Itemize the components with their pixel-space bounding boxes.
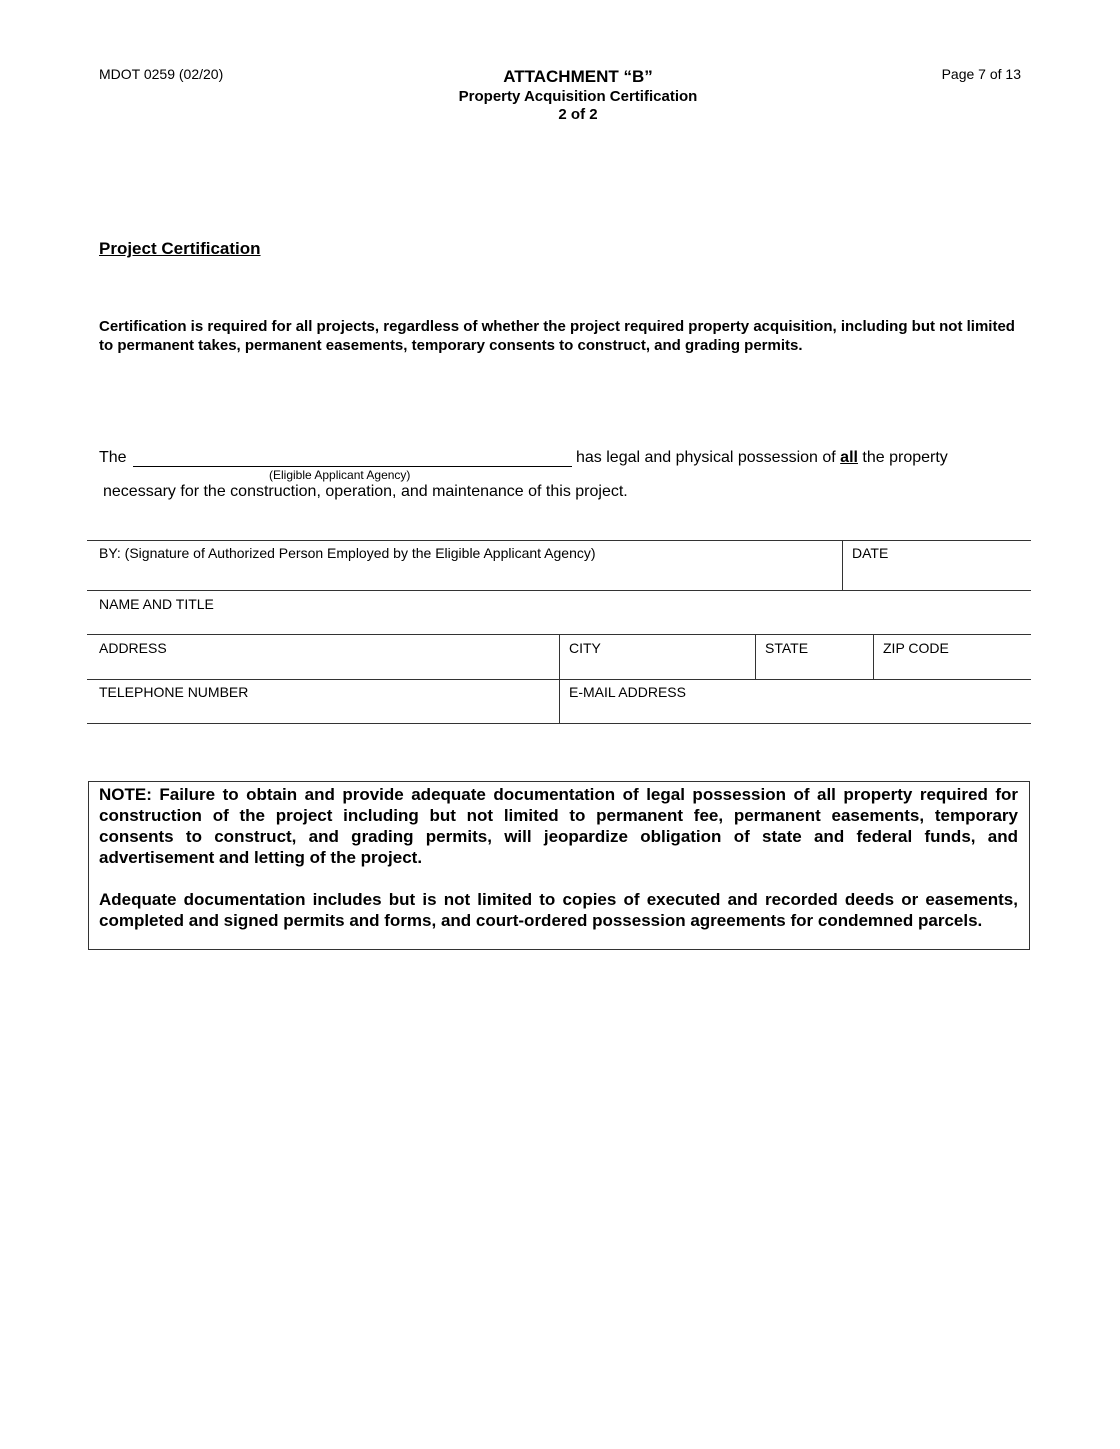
note-box [88,781,1030,950]
statement-line2: necessary for the construction, operation, and maintenance of this project. [103,483,628,500]
form-number: MDOT 0259 (02/20) [99,66,224,82]
city-field[interactable]: CITY [569,640,601,656]
note-paragraph-1: NOTE: Failure to obtain and provide adequate documentation of legal possession of all property required for construction of the project including but not limited to permanent fee, permanent easements, temporary consents to construct, and grading permits, will jeopardize obligation of state and federal funds, and advertisement and letting of the project. [99,785,1018,867]
statement-middle: has legal and physical possession of all the property [576,449,948,466]
email-field[interactable]: E-MAIL ADDRESS [569,684,686,700]
section-heading: Project Certification [99,239,261,258]
emphasis-all: all [840,449,858,466]
note-paragraph-2: Adequate documentation includes but is not limited to copies of executed and recorded deeds or easements, completed and signed permits and forms, and court-ordered possession agreements for condemned parcels. [99,890,1018,930]
zip-code-field[interactable]: ZIP CODE [883,640,949,656]
page-number: Page 7 of 13 [941,66,1021,82]
attachment-title: ATTACHMENT “B” [503,67,653,86]
document-subtitle: Property Acquisition Certification [458,88,698,105]
signature-field[interactable]: BY: (Signature of Authorized Person Employed by the Eligible Applicant Agency) [99,545,596,561]
agency-blank-label: (Eligible Applicant Agency) [269,468,411,482]
telephone-field[interactable]: TELEPHONE NUMBER [99,684,249,700]
state-field[interactable]: STATE [765,640,809,656]
name-title-field[interactable]: NAME AND TITLE [99,596,214,612]
statement-prefix: The [99,449,127,466]
intro-paragraph: Certification is required for all projects, regardless of whether the project required property acquisition, including but not limited to permanent takes, permanent easements, temporary consents to construct, and grading permits. [99,318,1015,354]
date-field[interactable]: DATE [852,545,889,561]
address-field[interactable]: ADDRESS [99,640,167,656]
agency-blank-field[interactable] [133,466,572,467]
part-indicator: 2 of 2 [558,106,598,123]
